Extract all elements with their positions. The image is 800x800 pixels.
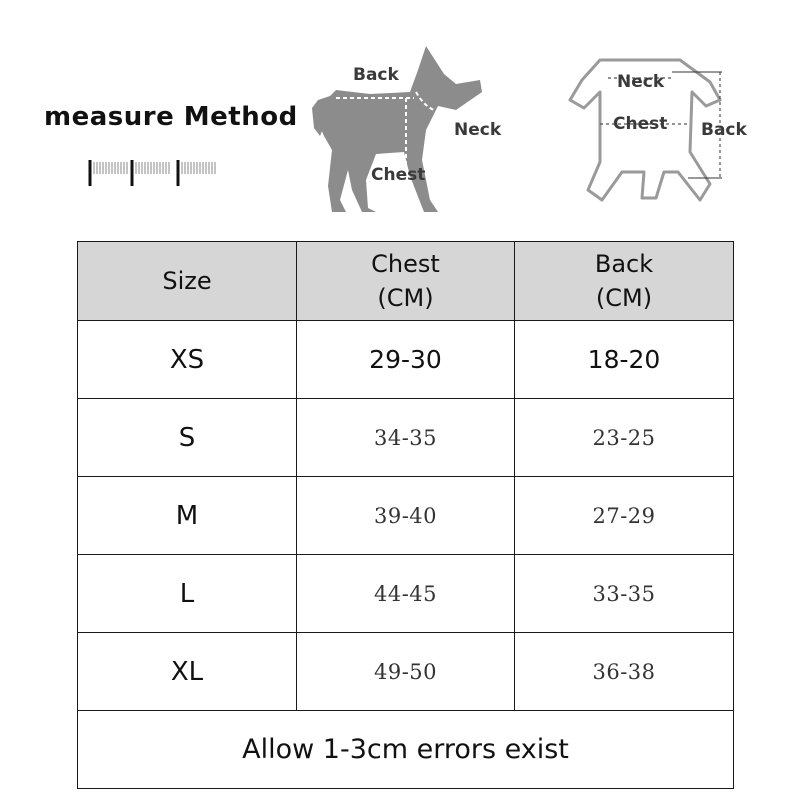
size-cell: L: [78, 555, 297, 633]
clothes-neck-label: Neck: [617, 72, 665, 92]
chest-cell: 29-30: [297, 321, 515, 399]
header-chest-label: Chest: [371, 250, 440, 278]
size-cell: XS: [78, 321, 297, 399]
header-back-unit: (CM): [595, 284, 653, 312]
header-back: [515, 242, 734, 321]
measure-method-title: measure Method: [44, 102, 298, 132]
size-cell: S: [78, 399, 297, 477]
back-cell: 36-38: [515, 633, 734, 711]
chest-cell: 39-40: [297, 477, 515, 555]
table-note-row: [78, 711, 734, 789]
dog-measure-figure: [306, 40, 506, 224]
error-tolerance-note: Allow 1-3cm errors exist: [78, 711, 734, 789]
size-cell: M: [78, 477, 297, 555]
table-row: [78, 633, 734, 711]
table-row: [78, 399, 734, 477]
back-cell: 33-35: [515, 555, 734, 633]
size-chart-table: [77, 241, 734, 789]
chest-cell: 49-50: [297, 633, 515, 711]
header-size: Size: [78, 242, 297, 321]
ruler-icon: [84, 154, 224, 188]
chest-cell: 34-35: [297, 399, 515, 477]
back-cell: 23-25: [515, 399, 734, 477]
clothes-back-label: Back: [701, 120, 747, 140]
header-chest-unit: (CM): [377, 284, 434, 312]
table-row: [78, 321, 734, 399]
table-header-row: [78, 242, 734, 321]
size-cell: XL: [78, 633, 297, 711]
back-cell: 27-29: [515, 477, 734, 555]
header-back-label: Back: [594, 250, 654, 278]
clothes-measure-figure: [560, 52, 747, 216]
clothes-chest-label: Chest: [613, 114, 668, 134]
table-row: [78, 555, 734, 633]
chest-cell: 44-45: [297, 555, 515, 633]
back-cell: 18-20: [515, 321, 734, 399]
header-chest: [297, 242, 515, 321]
dog-chest-label: Chest: [371, 165, 426, 185]
table-row: [78, 477, 734, 555]
dog-neck-label: Neck: [454, 120, 502, 140]
dog-back-label: Back: [353, 65, 399, 85]
